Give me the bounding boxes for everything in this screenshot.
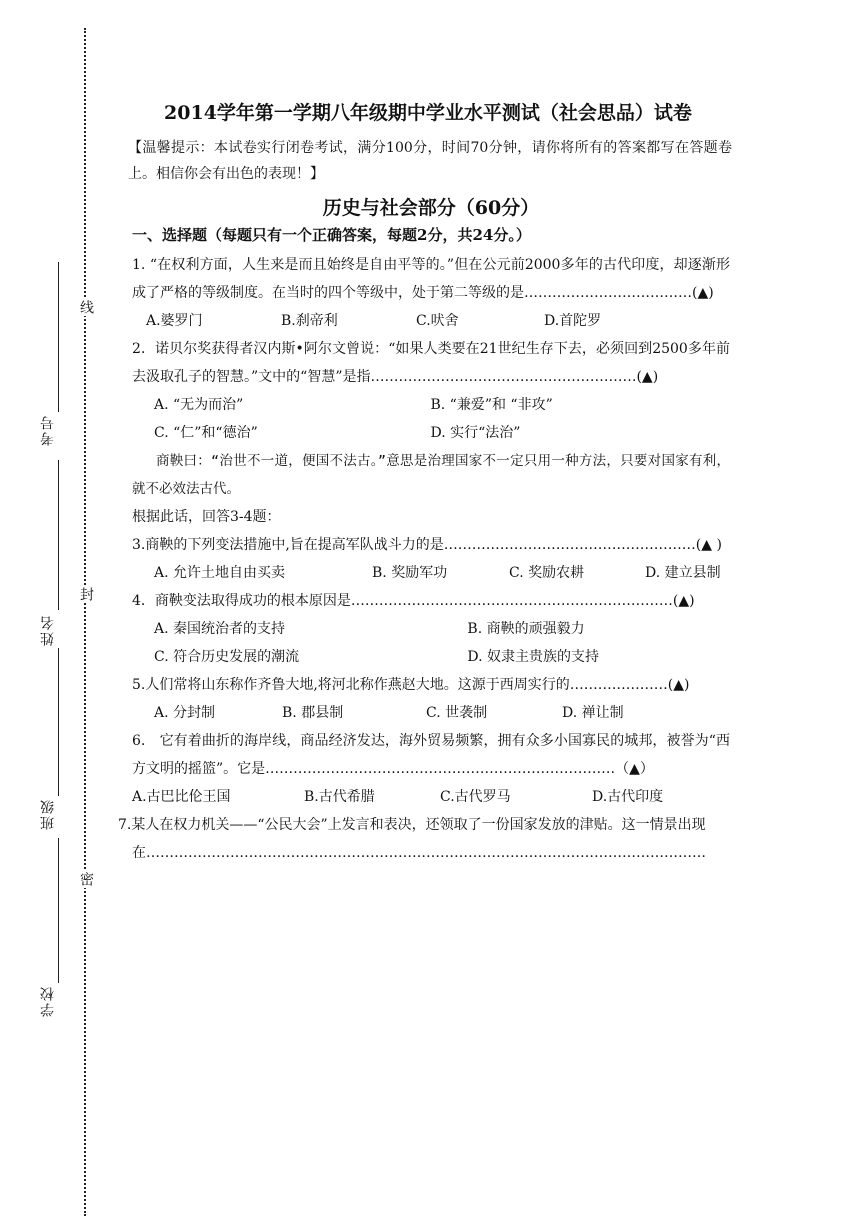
exam-page <box>118 98 732 867</box>
question-stem: 1. “在权利方面，人生来是而且始终是自由平等的。”但在公元前2000多年的古代印度，却逐渐形成了严格的等级制度。在当时的四个等级中，处于第二等级的是………………………………(▲) <box>132 257 730 301</box>
question-7 <box>118 811 730 867</box>
option-d: D. 奴隶主贵族的支持 <box>467 649 600 665</box>
name-line <box>58 460 59 610</box>
question-stem-continued: 在………………………………………………………………………………………………………… <box>132 845 706 861</box>
option-b: B. 奖励军功 <box>372 565 448 581</box>
question-stem: 6． 它有着曲折的海岸线，商品经济发达，海外贸易频繁，拥有众多小国寡民的城邦，被誉为“西方文明的摇篮”。它是…………………………………………………………………（▲） <box>132 733 730 777</box>
option-b: B. 商鞅的顽强毅力 <box>467 621 585 637</box>
option-d: D. 实行“法治” <box>430 425 521 441</box>
class-label: 班级 <box>40 798 56 830</box>
option-a: A. 允许土地自由买卖 <box>154 565 286 581</box>
question-options <box>132 699 730 727</box>
seal-char-secret: 密 <box>78 872 94 886</box>
exam-number-line <box>58 262 59 412</box>
question-stem: 4．商鞅变法取得成功的根本原因是……………………………………………………………(▲) <box>132 593 695 609</box>
material-prompt: 根据此话，回答3-4题： <box>132 509 281 525</box>
section-heading: 一、选择题（每题只有一个正确答案，每题2分，共24分。） <box>132 226 531 244</box>
option-d: D. 建立县制 <box>645 565 721 581</box>
question-options <box>132 307 730 335</box>
question-stem: 3.商鞅的下列变法措施中,旨在提高军队战斗力的是………………………………………………(▲ ) <box>132 537 722 553</box>
seal-char-line: 线 <box>78 300 94 314</box>
option-c: C.吠舍 <box>416 313 459 329</box>
question-options <box>132 615 730 643</box>
option-c: C. 奖励农耕 <box>509 565 585 581</box>
class-line <box>58 648 59 796</box>
school-line <box>58 838 59 983</box>
exam-tip: 【温馨提示：本试卷实行闭卷考试，满分100分，时间70分钟，请你将所有的答案都写在答题卷上。相信你会有出色的表现！】 <box>128 140 732 182</box>
option-a: A.婆罗门 <box>146 313 203 329</box>
question-6 <box>132 727 730 811</box>
school-label: 学校 <box>40 985 56 1017</box>
option-a: A. 秦国统治者的支持 <box>154 621 286 637</box>
question-stem: 5.人们常将山东称作齐鲁大地,将河北称作燕赵大地。这源于西周实行的…………………(▲) <box>132 677 690 693</box>
question-options <box>132 419 730 447</box>
option-b: B. “兼爱”和 “非攻” <box>430 397 553 413</box>
binding-dotted-line <box>84 28 86 1216</box>
question-5 <box>132 671 730 727</box>
option-c: C.古代罗马 <box>440 789 511 805</box>
question-stem: 2．诺贝尔奖获得者汉内斯•阿尔文曾说：“如果人类要在21世纪生存下去，必须回到2500多年前去汲取孔子的智慧。”文中的“智慧”是指…………………………………………………(▲) <box>132 341 730 385</box>
option-b: B. 郡县制 <box>282 705 344 721</box>
question-options <box>132 783 730 811</box>
question-options <box>132 391 730 419</box>
question-stem: 7.某人在权力机关——“公民大会”上发言和表决，还领取了一份国家发放的津贴。这一情景出现 <box>118 817 706 833</box>
question-options <box>132 643 730 671</box>
seal-char-seal: 封 <box>78 587 94 601</box>
option-b: B.古代希腊 <box>304 789 375 805</box>
name-label: 姓名 <box>40 614 56 646</box>
option-c: C. 符合历史发展的潮流 <box>154 649 300 665</box>
option-a: A. “无为而治” <box>154 397 244 413</box>
option-b: B.刹帝利 <box>281 313 338 329</box>
part-title: 历史与社会部分（60分） <box>322 197 540 219</box>
question-4 <box>132 587 730 671</box>
question-1 <box>132 251 730 335</box>
option-a: A. 分封制 <box>154 705 216 721</box>
material-text: 商鞅曰：“治世不一道，便国不法古。”意思是治理国家不一定只用一种方法，只要对国家有利，就不必效法古代。 <box>132 453 730 497</box>
question-options <box>132 559 730 587</box>
option-a: A.古巴比伦王国 <box>132 789 231 805</box>
exam-number-label: 考号 <box>40 414 56 446</box>
option-d: D.首陀罗 <box>544 313 602 329</box>
question-2 <box>132 335 730 447</box>
option-c: C. “仁”和“德治” <box>154 425 258 441</box>
option-d: D.古代印度 <box>592 789 664 805</box>
question-3 <box>132 531 730 587</box>
option-d: D. 禅让制 <box>562 705 624 721</box>
option-c: C. 世袭制 <box>426 705 488 721</box>
exam-title: 2014学年第一学期八年级期中学业水平测试（社会思品）试卷 <box>164 102 692 124</box>
